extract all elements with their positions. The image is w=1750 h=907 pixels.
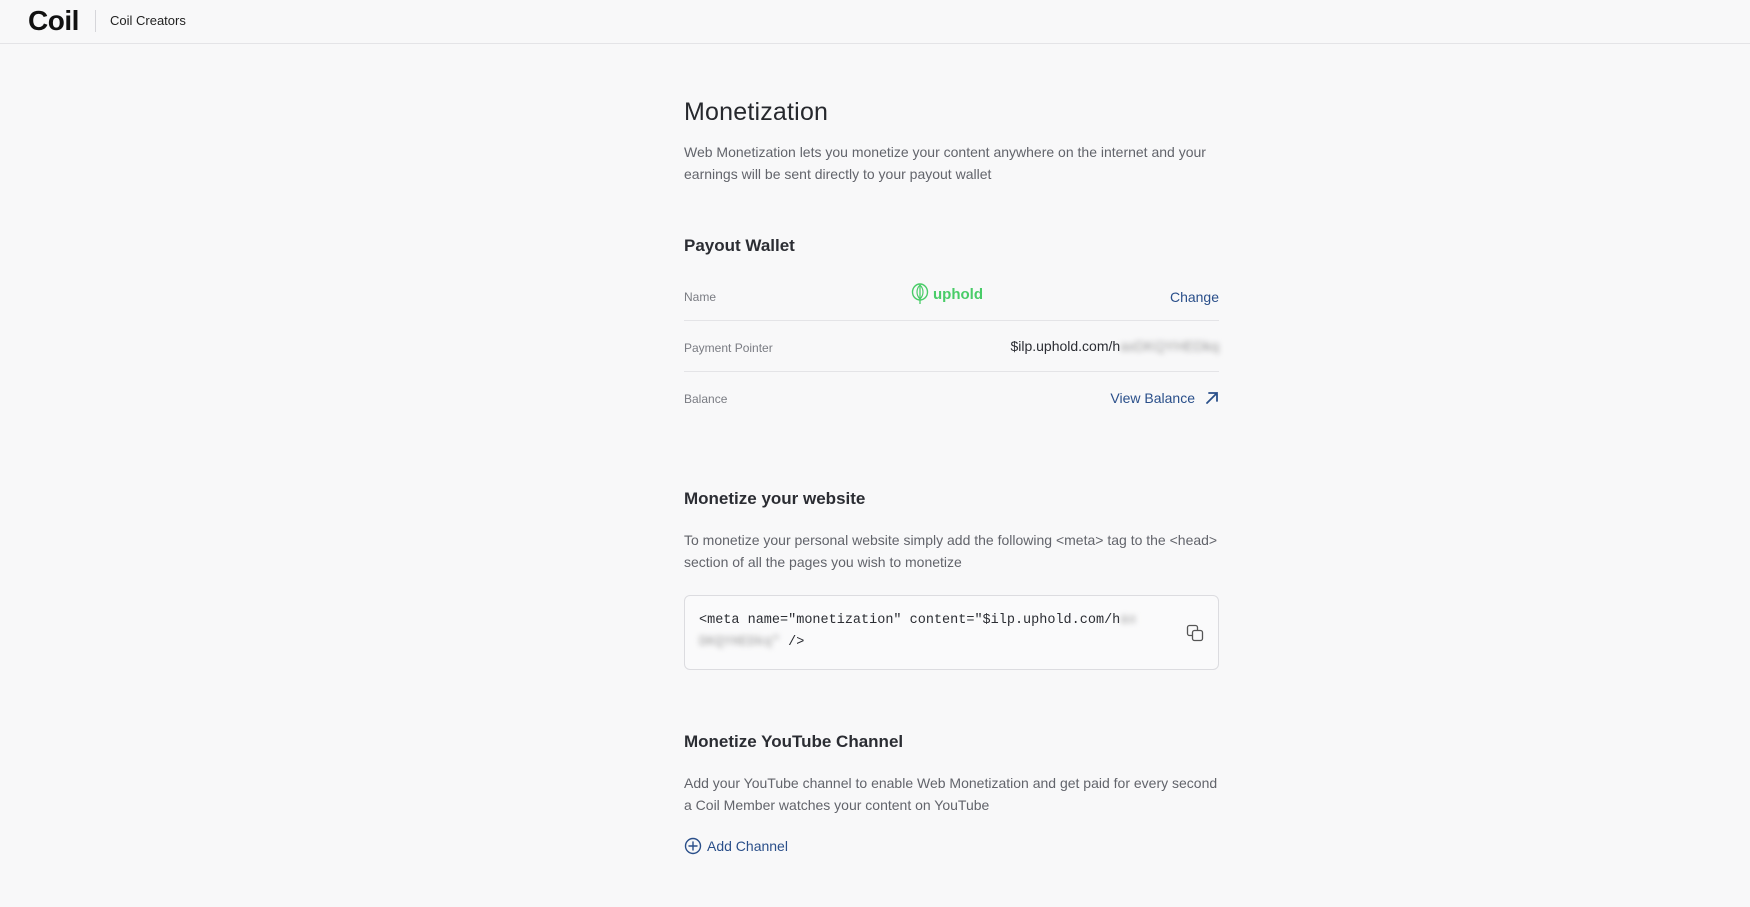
balance-row — [684, 372, 1219, 423]
plus-circle-icon — [684, 837, 702, 855]
balance-label: Balance — [684, 392, 728, 406]
payment-pointer-label: Payment Pointer — [684, 341, 773, 355]
app-name[interactable]: Coil Creators — [110, 13, 186, 28]
payment-pointer-text: $ilp.uphold.com/h — [1010, 338, 1121, 354]
page-title: Monetization — [684, 98, 829, 126]
view-balance-link[interactable] — [1110, 390, 1219, 406]
meta-tag-code-suffix: /> — [780, 635, 805, 650]
uphold-icon — [911, 283, 929, 305]
logo-divider — [95, 10, 96, 32]
add-channel-button[interactable] — [684, 837, 1219, 855]
meta-tag-code-box — [684, 595, 1219, 670]
meta-tag-code-prefix: <meta name="monetization" content="$ilp.uphold.com/h — [699, 613, 1121, 628]
monetize-youtube-title: Monetize YouTube Channel — [684, 732, 904, 751]
main-content — [684, 98, 1219, 855]
change-wallet-link[interactable]: Change — [1169, 289, 1219, 305]
meta-tag-redacted-1: ax — [1120, 613, 1137, 628]
monetize-youtube-description: Add your YouTube channel to enable Web Monetization and get paid for every second a Coil Member watches your content on YouTube — [684, 775, 1218, 813]
top-bar — [0, 0, 1750, 44]
monetize-website-description: To monetize your personal website simply add the following <meta> tag to the <head> section of all the pages you wish to monetize — [684, 532, 1218, 570]
copy-icon[interactable] — [1186, 624, 1204, 651]
coil-logo[interactable]: Coil — [28, 5, 79, 36]
payment-pointer-row — [684, 321, 1219, 372]
uphold-logo — [911, 283, 983, 305]
external-link-arrow-icon — [1205, 391, 1219, 405]
payment-pointer-redacted: axDKQYHEDkq — [1120, 338, 1219, 354]
uphold-wordmark: uphold — [933, 285, 983, 303]
monetize-website-title: Monetize your website — [684, 489, 866, 508]
wallet-name-label: Name — [684, 290, 717, 304]
wallet-name-row — [684, 270, 1219, 321]
view-balance-label: View Balance — [1110, 390, 1195, 406]
page-description: Web Monetization lets you monetize your content anywhere on the internet and your earnings will be sent directly to your payout wallet — [684, 144, 1206, 182]
meta-tag-redacted-2: DKQYHEDkq" — [699, 635, 781, 650]
payment-pointer-value — [1010, 338, 1219, 354]
payout-wallet-title: Payout Wallet — [684, 236, 795, 255]
add-channel-label: Add Channel — [707, 838, 788, 854]
